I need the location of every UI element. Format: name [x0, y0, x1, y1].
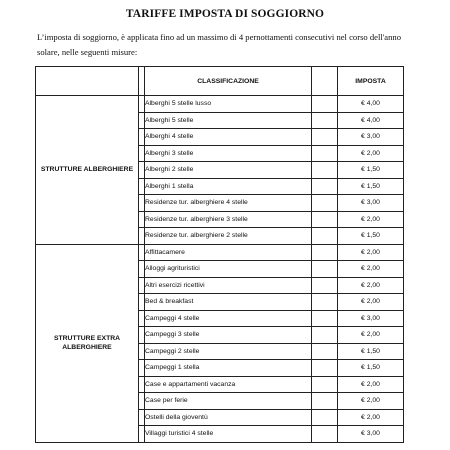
gap-cell — [312, 393, 338, 410]
imposta-cell: € 2,00 — [338, 294, 404, 311]
table-row — [36, 96, 404, 113]
classification-cell: Bed & breakfast — [145, 294, 312, 311]
classification-cell: Campeggi 4 stelle — [145, 310, 312, 327]
imposta-cell: € 4,00 — [338, 112, 404, 129]
classification-cell: Alberghi 5 stelle lusso — [145, 96, 312, 113]
classification-cell: Alberghi 1 stella — [145, 178, 312, 195]
gap-cell — [312, 178, 338, 195]
gap-cell — [312, 360, 338, 377]
classification-cell: Alberghi 4 stelle — [145, 129, 312, 146]
classification-cell: Campeggi 3 stelle — [145, 327, 312, 344]
classification-cell: Case e appartamenti vacanza — [145, 376, 312, 393]
gap-cell — [312, 426, 338, 443]
imposta-cell: € 2,00 — [338, 145, 404, 162]
table-row — [36, 244, 404, 261]
imposta-cell: € 3,00 — [338, 310, 404, 327]
classification-cell: Alberghi 5 stelle — [145, 112, 312, 129]
imposta-cell: € 1,50 — [338, 228, 404, 245]
imposta-cell: € 2,00 — [338, 393, 404, 410]
gap-cell — [312, 129, 338, 146]
imposta-cell: € 1,50 — [338, 360, 404, 377]
classification-cell: Residenze tur. alberghiere 2 stelle — [145, 228, 312, 245]
classification-cell: Residenze tur. alberghiere 3 stelle — [145, 211, 312, 228]
category-cell: STRUTTURE EXTRA ALBERGHIERE — [36, 244, 139, 442]
classification-cell: Alberghi 2 stelle — [145, 162, 312, 179]
table-header-row — [36, 67, 404, 96]
intro-line-2: solare, nelle seguenti misure: — [37, 47, 138, 57]
imposta-cell: € 4,00 — [338, 96, 404, 113]
imposta-cell: € 1,50 — [338, 178, 404, 195]
classification-cell: Case per ferie — [145, 393, 312, 410]
imposta-cell: € 2,00 — [338, 409, 404, 426]
classification-cell: Ostelli della gioventù — [145, 409, 312, 426]
gap-cell — [312, 112, 338, 129]
gap-cell — [312, 343, 338, 360]
imposta-cell: € 3,00 — [338, 195, 404, 212]
classification-cell: Villaggi turistici 4 stelle — [145, 426, 312, 443]
document-title: TARIFFE IMPOSTA DI SOGGIORNO — [125, 8, 325, 20]
gap-cell — [312, 211, 338, 228]
imposta-cell: € 2,00 — [338, 211, 404, 228]
gap-cell — [312, 376, 338, 393]
gap-cell — [312, 145, 338, 162]
gap-cell — [312, 327, 338, 344]
gap-cell — [312, 162, 338, 179]
imposta-cell: € 2,00 — [338, 376, 404, 393]
tariff-table — [35, 66, 404, 443]
classification-cell: Campeggi 1 stella — [145, 360, 312, 377]
header-imposta: IMPOSTA — [338, 67, 404, 96]
imposta-cell: € 2,00 — [338, 277, 404, 294]
gap-cell — [312, 228, 338, 245]
imposta-cell: € 3,00 — [338, 129, 404, 146]
imposta-cell: € 2,00 — [338, 327, 404, 344]
imposta-cell: € 3,00 — [338, 426, 404, 443]
header-gap-cell — [312, 67, 338, 96]
imposta-cell: € 2,00 — [338, 244, 404, 261]
category-cell: STRUTTURE ALBERGHIERE — [36, 96, 139, 245]
gap-cell — [312, 294, 338, 311]
imposta-cell: € 1,50 — [338, 343, 404, 360]
header-classificazione: CLASSIFICAZIONE — [145, 67, 312, 96]
gap-cell — [312, 409, 338, 426]
intro-paragraph — [37, 30, 427, 60]
gap-cell — [312, 277, 338, 294]
imposta-cell: € 1,50 — [338, 162, 404, 179]
classification-cell: Campeggi 2 stelle — [145, 343, 312, 360]
gap-cell — [312, 310, 338, 327]
classification-cell: Alberghi 3 stelle — [145, 145, 312, 162]
classification-cell: Affittacamere — [145, 244, 312, 261]
classification-cell: Altri esercizi ricettivi — [145, 277, 312, 294]
imposta-cell: € 2,00 — [338, 261, 404, 278]
gap-cell — [312, 261, 338, 278]
classification-cell: Alloggi agrituristici — [145, 261, 312, 278]
header-blank-cell — [36, 67, 139, 96]
gap-cell — [312, 244, 338, 261]
intro-line-1: L’imposta di soggiorno, è applicata fino ad un massimo di 4 pernottamenti consecutivi nel corso dell'anno — [37, 32, 402, 42]
gap-cell — [312, 96, 338, 113]
classification-cell: Residenze tur. alberghiere 4 stelle — [145, 195, 312, 212]
gap-cell — [312, 195, 338, 212]
